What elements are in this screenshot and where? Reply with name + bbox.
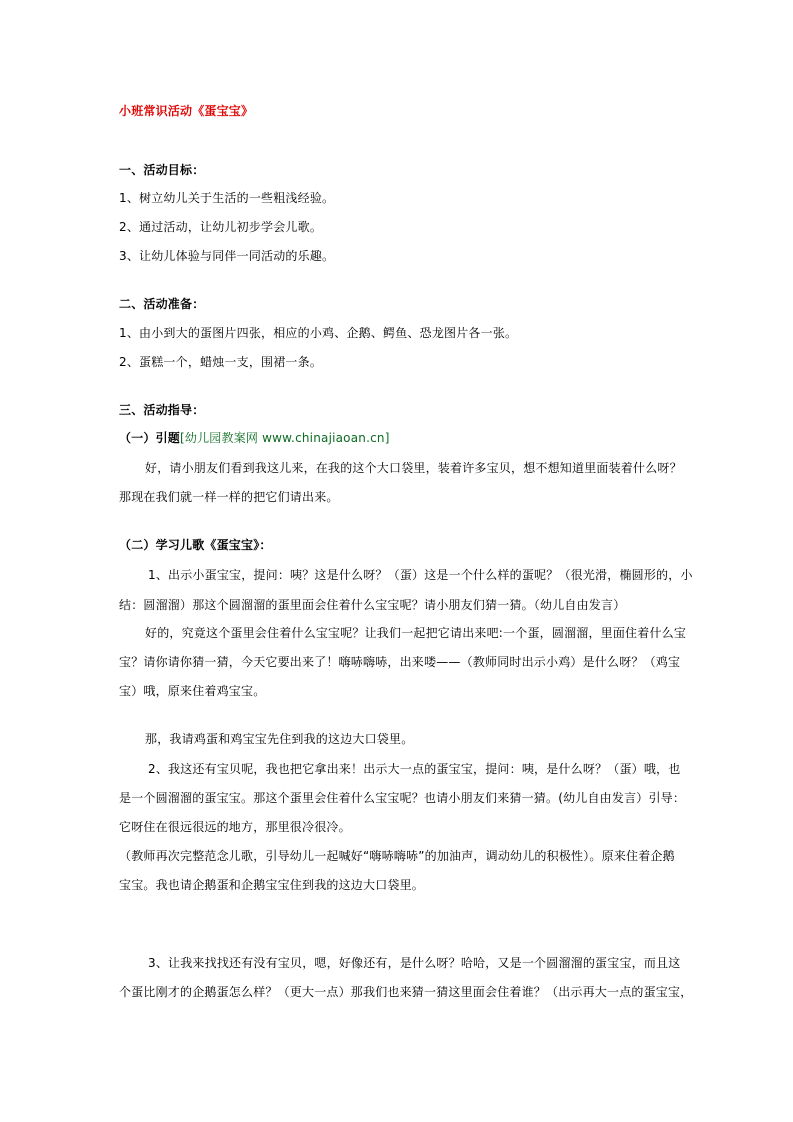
learn-heading: （二）学习儿歌《蛋宝宝》： <box>119 538 272 552</box>
goal-heading: 一、活动目标： <box>119 163 205 177</box>
paragraph-line: 那现在我们就一样一样的把它们请出来。 <box>119 490 339 504</box>
intro-link[interactable]: [幼儿园教案网 www.chinajiaoan.cn] <box>180 431 390 445</box>
goal-item: 2、通过活动，让幼儿初步学会儿歌。 <box>119 220 323 234</box>
paragraph-line: 好的，究竟这个蛋里会住着什么宝宝呢？让我们一起把它请出来吧:一个蛋，圆溜溜，里面住着什么宝 <box>145 626 687 640</box>
prep-item: 2、蛋糕一个，蜡烛一支，围裙一条。 <box>119 355 323 369</box>
paragraph-line: （教师再次完整范念儿歌，引导幼儿一起喊好“嗨哧嗨哧”的加油声，调动幼儿的积极性）。原来住着企鹅 <box>119 849 675 863</box>
paragraph-line: 结：圆溜溜）那这个圆溜溜的蛋里面会住着什么宝宝呢？请小朋友们猜一猜。（幼儿自由发言） <box>119 598 626 612</box>
goal-item: 1、树立幼儿关于生活的一些粗浅经验。 <box>119 191 335 205</box>
document-title: 小班常识活动《蛋宝宝》 <box>119 104 254 118</box>
goal-item: 3、让幼儿体验与同伴一同活动的乐趣。 <box>119 249 335 263</box>
paragraph-line: 2、我这还有宝贝呢，我也把它拿出来！出示大一点的蛋宝宝，提问：咦，是什么呀？（蛋）哦，也 <box>148 762 681 776</box>
prep-heading: 二、活动准备： <box>119 297 205 311</box>
prep-item: 1、由小到大的蛋图片四张，相应的小鸡、企鹅、鳄鱼、恐龙图片各一张。 <box>119 326 518 340</box>
paragraph-line: 宝宝。我也请企鹅蛋和企鹅宝宝住到我的这边大口袋里。 <box>119 878 425 892</box>
paragraph-line: 3、让我来找找还有没有宝贝，嗯，好像还有，是什么呀？哈哈，又是一个圆溜溜的蛋宝宝，而且这 <box>148 956 681 970</box>
paragraph-line: 它呀住在很远很远的地方，那里很冷很冷。 <box>119 820 351 834</box>
paragraph-line: 宝？请你请你猜一猜，今天它要出来了！嗨哧嗨哧，出来喽——（教师同时出示小鸡）是什么呀？（鸡宝 <box>119 655 681 669</box>
intro-label: （一）引题 <box>119 431 181 445</box>
paragraph-line: 宝）哦，原来住着鸡宝宝。 <box>119 684 266 698</box>
paragraph-line: 是一个圆溜溜的蛋宝宝。那这个蛋里会住着什么宝宝呢？也请小朋友们来猜一猜。(幼儿自由发言）引导： <box>119 791 686 805</box>
paragraph-line: 1、出示小蛋宝宝，提问：咦？这是什么呀？（蛋）这是一个什么样的蛋呢？（很光滑，椭圆形的，小 <box>148 568 693 582</box>
paragraph-line: 个蛋比刚才的企鹅蛋怎么样？（更大一点）那我们也来猜一猜这里面会住着谁？（出示再大一点的蛋宝宝， <box>119 985 693 999</box>
paragraph-line: 好，请小朋友们看到我这儿来，在我的这个大口袋里，装着许多宝贝，想不想知道里面装着什么呀？ <box>145 461 682 475</box>
paragraph-line: 那，我请鸡蛋和鸡宝宝先住到我的这边大口袋里。 <box>145 732 414 746</box>
guide-heading: 三、活动指导： <box>119 403 205 417</box>
intro-line <box>119 430 390 446</box>
